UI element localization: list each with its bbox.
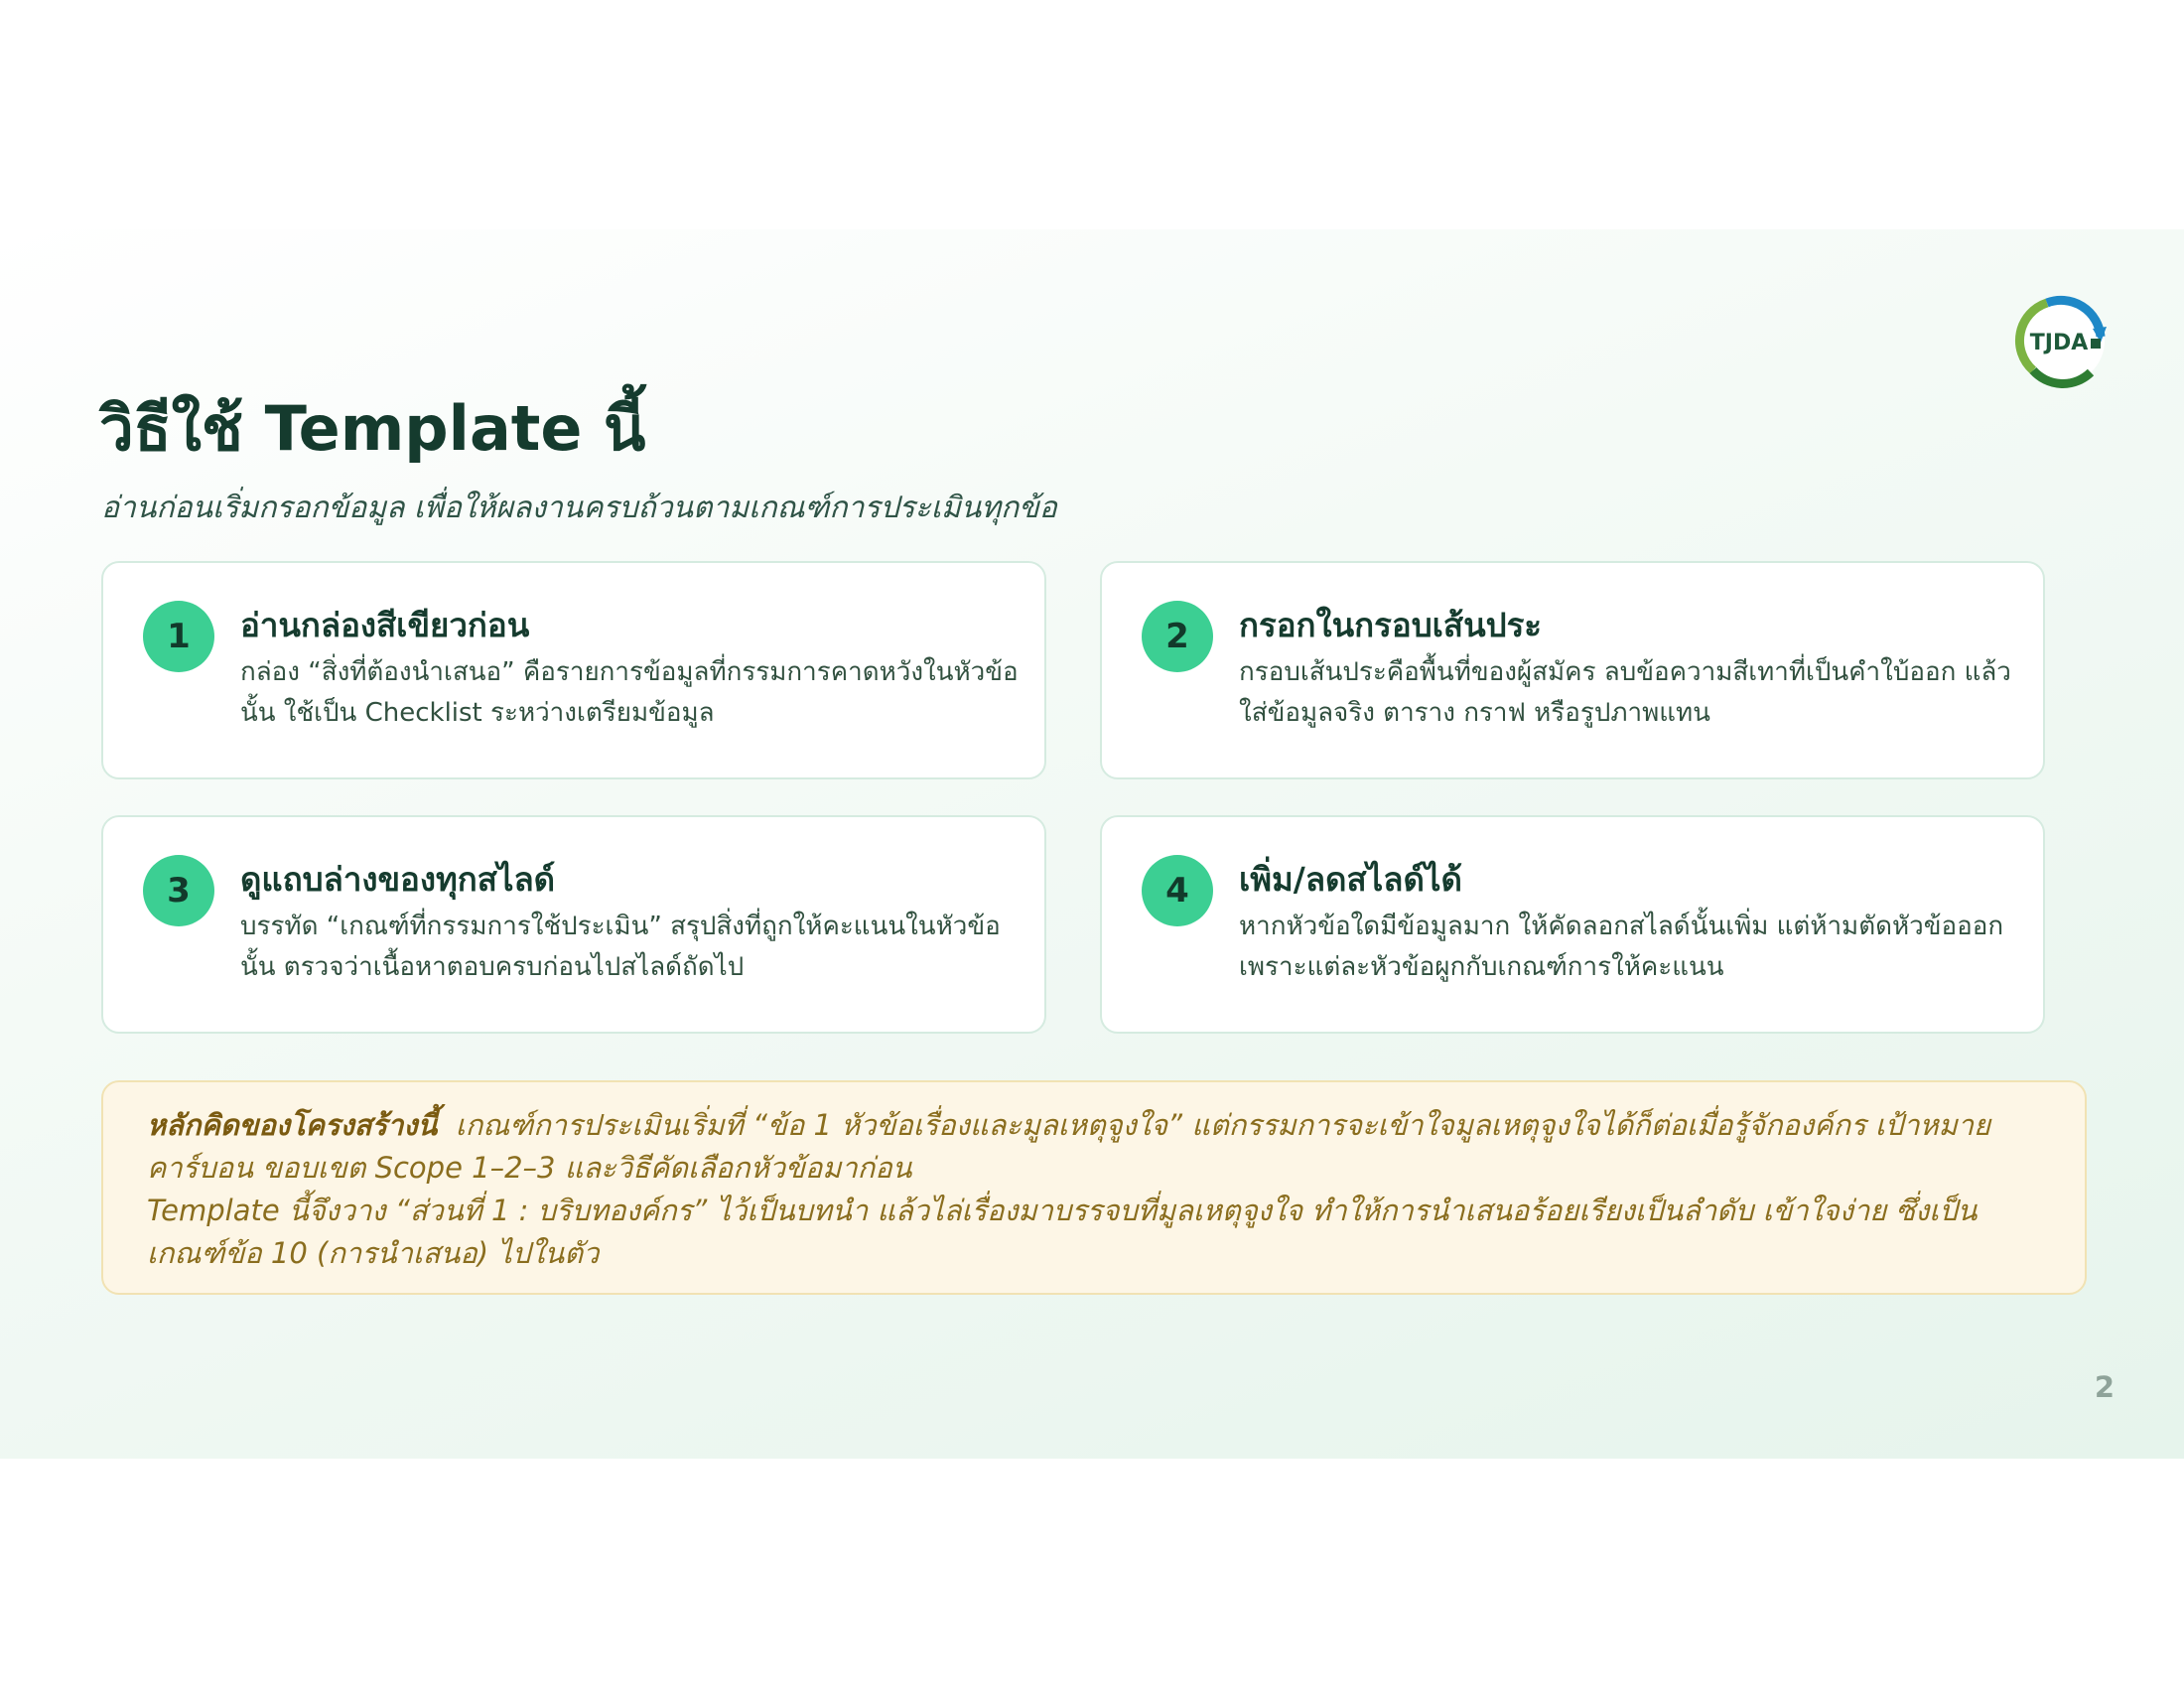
structure-rationale-note <box>101 1080 2087 1295</box>
page-subtitle: อ่านก่อนเริ่มกรอกข้อมูล เพื่อให้ผลงานครบถ้วนตามเกณฑ์การประเมินทุกข้อ <box>101 491 1057 525</box>
step-number-badge: 2 <box>1142 601 1213 672</box>
note-line-2: Template นี้จึงวาง “ส่วนที่ 1 : บริบทองค์กร” ไว้เป็นบทนำ แล้วไล่เรื่องมาบรรจบที่มูลเหตุจูงใจ ทำให้การนำเสนอร้อยเรียงเป็นลำดับ เข้าใจง่าย ซึ่งเป็นเกณฑ์ข้อ 10 (การนำเสนอ) ไปในตัว <box>147 1194 1978 1270</box>
card-body: บรรทัด “เกณฑ์ที่กรรมการใช้ประเมิน” สรุปสิ่งที่ถูกให้คะแนนในหัวข้อนั้น ตรวจว่าเนื้อหาตอบครบก่อนไปสไลด์ถัดไป <box>240 912 1001 982</box>
card-title: กรอกในกรอบเส้นประ <box>1239 606 1543 644</box>
step-number-badge: 4 <box>1142 855 1213 926</box>
slide <box>0 229 2184 1459</box>
note-title: หลักคิดของโครงสร้างนี้ <box>147 1108 438 1142</box>
instruction-card-1 <box>101 561 1046 779</box>
card-body: หากหัวข้อใดมีข้อมูลมาก ให้คัดลอกสไลด์นั้นเพิ่ม แต่ห้ามตัดหัวข้อออก เพราะแต่ละหัวข้อผูกกับเกณฑ์การให้คะแนน <box>1239 912 2004 982</box>
svg-text:TJDA: TJDA <box>2029 331 2089 355</box>
instruction-card-4 <box>1100 815 2045 1034</box>
note-text-1: เกณฑ์การประเมินเริ่มที่ “ข้อ 1 หัวข้อเรื่องและมูลเหตุจูงใจ” แต่กรรมการจะเข้าใจมูลเหตุจูงใจได้ก็ต่อเมื่อรู้จักองค์กร เป้าหมายคาร์บอน ขอบเขต Scope 1–2–3 และวิธีคัดเลือกหัวข้อมาก่อน <box>147 1108 1990 1185</box>
card-title: ดูแถบล่างของทุกสไลด์ <box>240 860 556 899</box>
page-title: วิธีใช้ Template นี้ <box>99 392 646 465</box>
card-body: กรอบเส้นประคือพื้นที่ของผู้สมัคร ลบข้อความสีเทาที่เป็นคำใบ้ออก แล้วใส่ข้อมูลจริง ตาราง กราฟ หรือรูปภาพแทน <box>1239 657 2011 728</box>
page-number: 2 <box>2094 1370 2116 1404</box>
instruction-card-3 <box>101 815 1046 1034</box>
card-title: อ่านกล่องสีเขียวก่อน <box>240 606 530 644</box>
note-line-1 <box>147 1104 2045 1190</box>
tjda-logo <box>2013 293 2109 388</box>
step-number-badge: 3 <box>143 855 214 926</box>
step-number-badge: 1 <box>143 601 214 672</box>
instruction-card-2 <box>1100 561 2045 779</box>
card-title: เพิ่ม/ลดสไลด์ได้ <box>1239 860 1462 899</box>
card-body: กล่อง “สิ่งที่ต้องนำเสนอ” คือรายการข้อมูลที่กรรมการคาดหวังในหัวข้อนั้น ใช้เป็น Checklist ระหว่างเตรียมข้อมูล <box>240 657 1019 728</box>
